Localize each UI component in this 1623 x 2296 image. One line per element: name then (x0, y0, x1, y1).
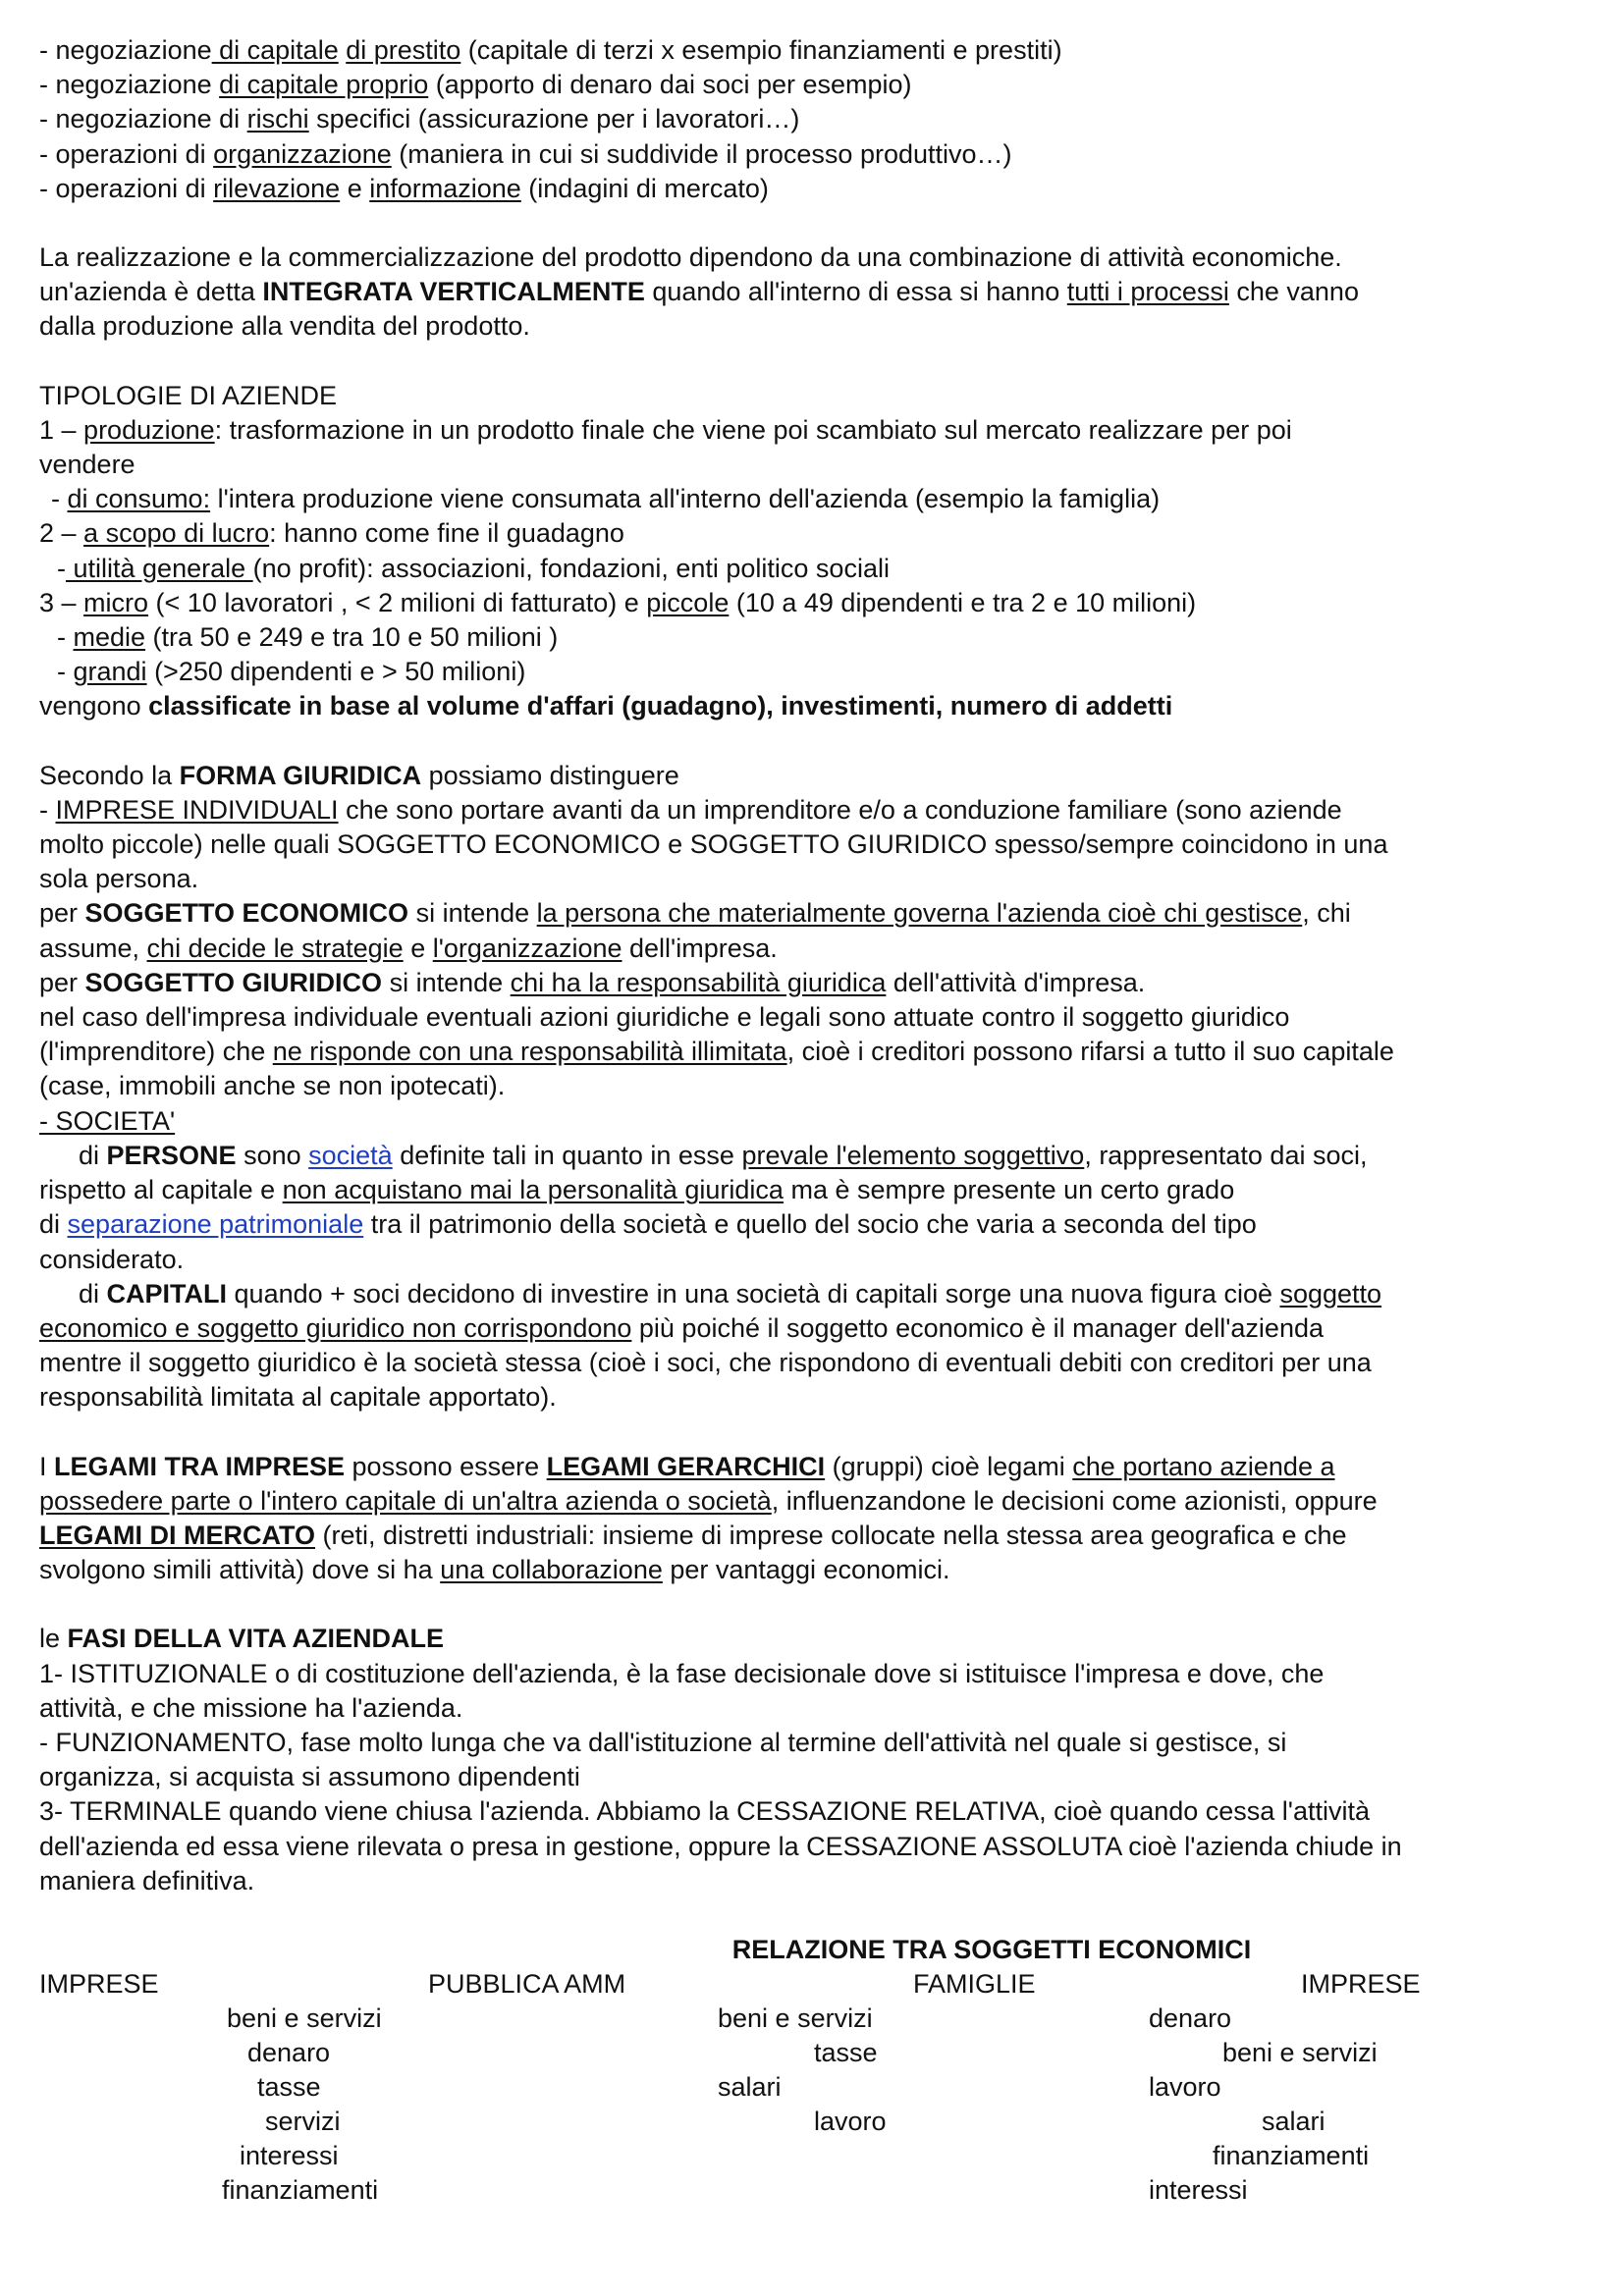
list-item: beni e servizi (227, 2003, 382, 2034)
separazione-patrimoniale-link[interactable]: separazione patrimoniale (67, 1209, 364, 1240)
section-heading: TIPOLOGIE DI AZIENDE (39, 380, 338, 410)
list-item: salari (718, 2072, 782, 2103)
list-item: interessi (1149, 2175, 1248, 2206)
list-item: tasse (814, 2038, 878, 2068)
list-item: beni e servizi (718, 2003, 873, 2034)
list-item: tasse (257, 2072, 321, 2103)
list-item: - operazioni di rilevazione e informazione (indagini di mercato) (39, 173, 769, 203)
list-item: lavoro (814, 2107, 887, 2137)
relazione-title: RELAZIONE TRA SOGGETTI ECONOMICI (731, 1934, 1252, 1964)
list-item: denaro (247, 2038, 331, 2068)
relazione-section (39, 1933, 1600, 2232)
list-item: servizi (265, 2107, 341, 2137)
societa-heading: - SOCIETA' (39, 1105, 176, 1136)
document-page (39, 33, 1600, 2232)
header-famiglie: FAMIGLIE (913, 1969, 1036, 2000)
negotiation-list (39, 33, 1600, 206)
societa-link[interactable]: società (308, 1140, 393, 1170)
tipologie-section: TIPOLOGIE DI AZIENDE 1 – produzione: trasformazione in un prodotto finale che viene poi scambiato sul mercato realizzare per poi vendere - di consumo: l'intera produzione viene consumata all'interno dell'azienda (esempio la famiglia) 2 – a scopo di lucro: hanno come fine il guadagno - utilità generale (no profit): associazioni, fondazioni, enti politico sociali 3 – micro (< 10 lavoratori , < 2 milioni di fatturato) e piccole (10 a 49 dipendenti e tra 2 e 10 milioni) - medie (tra 50 e 249 e tra 10 e 50 milioni ) - grandi (>250 dipendenti e > 50 milioni) vengono classificate in base al volume d'affari (guadagno), investimenti, numero di addetti (39, 379, 1600, 724)
list-item: beni e servizi (1222, 2038, 1378, 2068)
relazione-table (39, 1967, 1600, 2232)
list-item: finanziamenti (222, 2175, 379, 2206)
forma-giuridica-section: Secondo la FORMA GIURIDICA possiamo distinguere - IMPRESE INDIVIDUALI che sono portare avanti da un imprenditore e/o a conduzione familiare (sono aziende molto piccole) nelle quali SOGGETTO ECONOMICO e SOGGETTO GIURIDICO spesso/sempre coincidono in una sola persona. per SOGGETTO ECONOMICO si intende la persona che materialmente governa l'azienda cioè chi gestisce, chi assume, chi decide le strategie e l'organizzazione dell'impresa. per SOGGETTO GIURIDICO si intende chi ha la responsabilità giuridica dell'attività d'impresa. nel caso dell'impresa individuale eventuali azioni giuridiche e legali sono attuate contro il soggetto giuridico (l'imprenditore) che ne risponde con una responsabilità illimitata, cioè i creditori possono rifarsi a tutto il suo capitale (case, immobili anche se non ipotecati). - SOCIETA' di PERSONE sono società definite tali in quanto in esse prevale l'elemento soggettivo, rappresentato dai soci, rispetto al capitale e non acquistano mai la personalità giuridica ma è sempre presente un certo grado di separazione patrimoniale tra il patrimonio della società e quello del socio che varia a seconda del tipo considerato. di CAPITALI quando + soci decidono di investire in una società di capitali sorge una nuova figura cioè soggetto economico e soggetto giuridico non corrispondono più poiché il soggetto economico è il manager dell'azienda mentre il soggetto giuridico è la società stessa (cioè i soci, che rispondono di eventuali debiti con creditori per una responsabilità limitata al capitale apportato). (39, 759, 1600, 1415)
list-item: interessi (240, 2141, 339, 2171)
list-item: finanziamenti (1213, 2141, 1370, 2171)
header-imprese: IMPRESE (39, 1969, 159, 2000)
header-imprese-2: IMPRESE (1301, 1969, 1421, 2000)
legami-section: I LEGAMI TRA IMPRESE possono essere LEGAMI GERARCHICI (gruppi) cioè legami che portano aziende a possedere parte o l'intero capitale di un'altra azienda o società, influenzandone le decisioni come azionisti, oppure LEGAMI DI MERCATO (reti, distretti industriali: insieme di imprese collocate nella stessa area geografica e che svolgono simili attività) dove si ha una collaborazione per vantaggi economici. (39, 1451, 1378, 1585)
fasi-section: le FASI DELLA VITA AZIENDALE 1- ISTITUZIONALE o di costituzione dell'azienda, è la fase decisionale dove si istituisce l'impresa e dove, che attività, e che missione ha l'azienda. - FUNZIONAMENTO, fase molto lunga che va dall'istituzione al termine dell'attività nel quale si gestisce, si organizza, si acquista si assumono dipendenti 3- TERMINALE quando viene chiusa l'azienda. Abbiamo la CESSAZIONE RELATIVA, cioè quando cessa l'attività dell'azienda ed essa viene rilevata o presa in gestione, oppure la CESSAZIONE ASSOLUTA cioè l'azienda chiude in maniera definitiva. (39, 1624, 1402, 1896)
intro-paragraph: La realizzazione e la commercializzazione del prodotto dipendono da una combinazione di attività economiche. un'azienda è detta INTEGRATA VERTICALMENTE quando all'interno di essa si hanno tutti i processi che vanno dalla produzione alla vendita del prodotto. (39, 242, 1359, 342)
header-pubblica-amm: PUBBLICA AMM (428, 1969, 626, 2000)
list-item: - operazioni di organizzazione (maniera in cui si suddivide il processo produttivo…) (39, 138, 1012, 169)
list-item: - negoziazione di capitale proprio (apporto di denaro dai soci per esempio) (39, 70, 912, 100)
list-item: - negoziazione di capitale di prestito (capitale di terzi x esempio finanziamenti e prestiti) (39, 35, 1062, 65)
list-item: - negoziazione di rischi specifici (assicurazione per i lavoratori…) (39, 104, 800, 134)
list-item: denaro (1149, 2003, 1232, 2034)
list-item: salari (1262, 2107, 1325, 2137)
list-item: lavoro (1149, 2072, 1221, 2103)
